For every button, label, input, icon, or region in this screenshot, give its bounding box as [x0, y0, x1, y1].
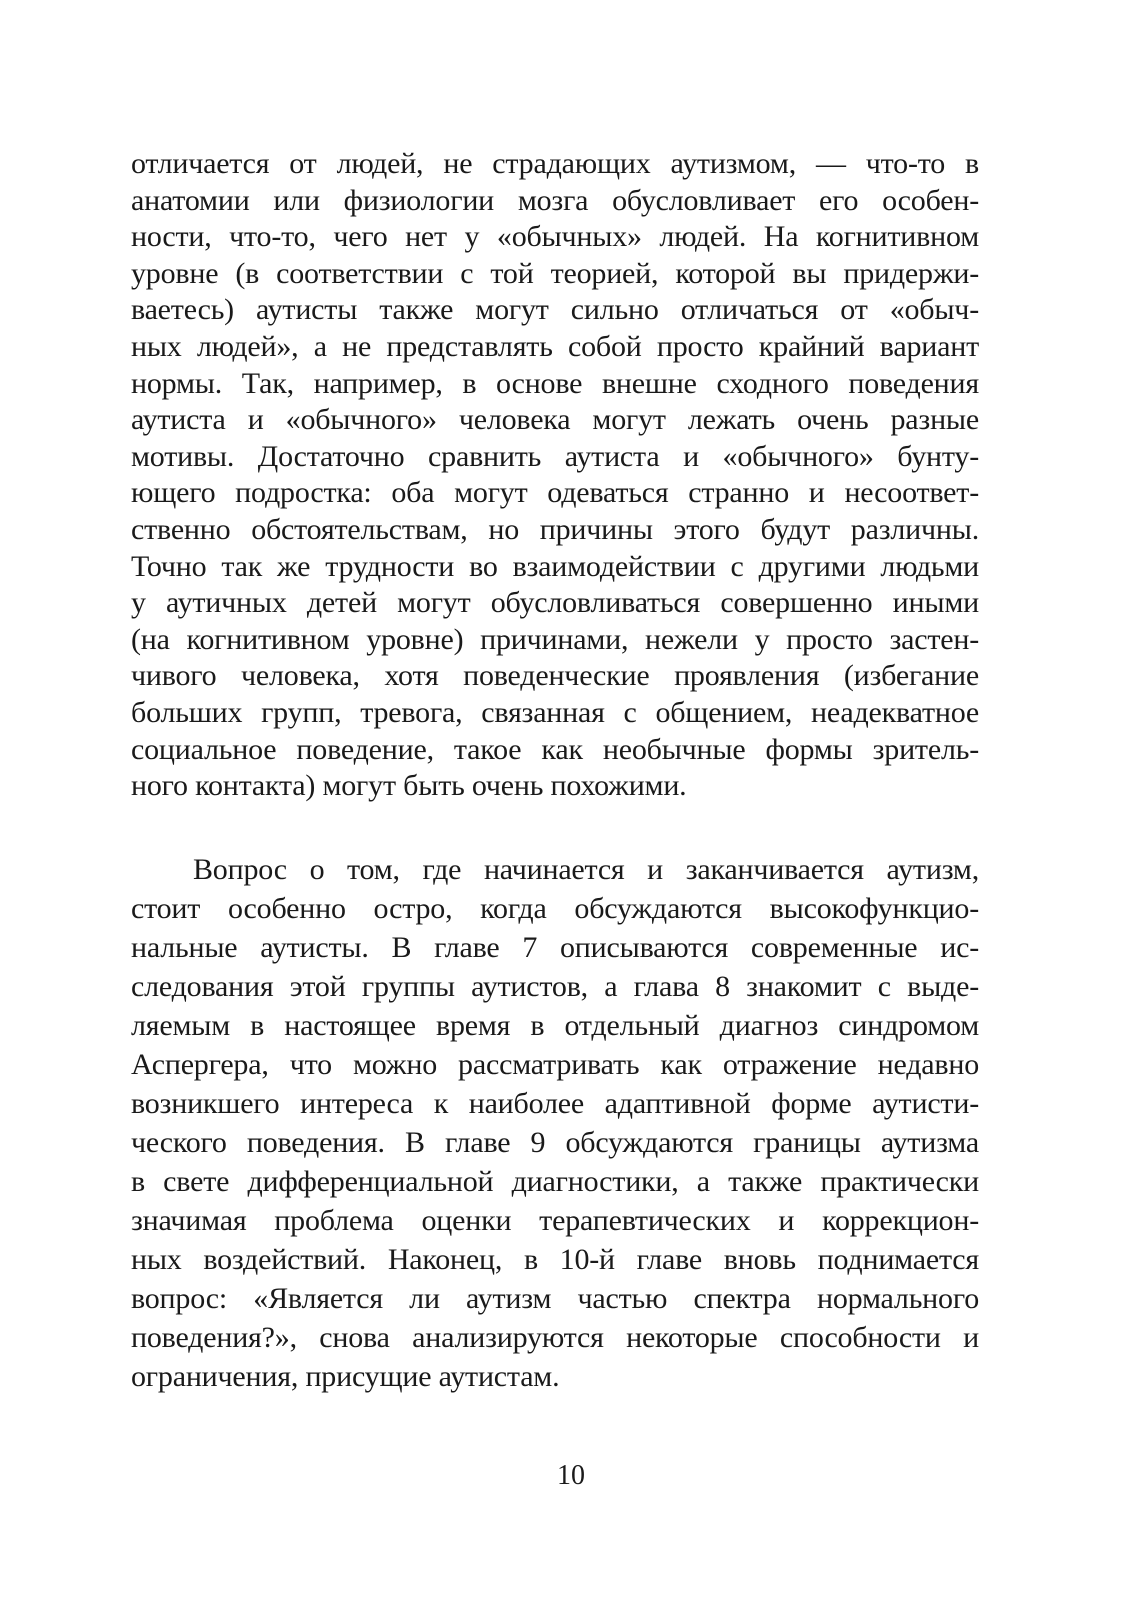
text-line: ваетесь) аутисты также могут сильно отличаться от «обыч-: [131, 293, 979, 327]
text-line: поведения?», снова анализируются некоторые способности и: [131, 1321, 979, 1354]
text-line: (на когнитивном уровне) причинами, нежели у просто застен-: [131, 622, 979, 656]
text-line: следования этой группы аутистов, а глава 8 знакомит с выде-: [131, 970, 979, 1003]
text-line: отличается от людей, не страдающих аутизмом, — что-то в: [131, 147, 979, 180]
text-line: ности, что-то, чего нет у «обычных» людей. На когнитивном: [131, 220, 979, 254]
text-line: нальные аутисты. В главе 7 описываются современные ис-: [131, 931, 979, 964]
text-line: стоит особенно остро, когда обсуждаются высокофункцио-: [131, 892, 979, 925]
text-line: Аспергера, что можно рассматривать как отражение недавно: [131, 1048, 979, 1081]
text-line: уровне (в соответствии с той теорией, которой вы придержи-: [131, 256, 979, 290]
text-line: ющего подростка: оба могут одеваться странно и несоответ-: [131, 476, 979, 510]
text-line: ляемым в настоящее время в отдельный диагноз синдромом: [131, 1009, 979, 1042]
text-line: ственно обстоятельствам, но причины этого будут различны.: [131, 512, 979, 546]
text-line: ческого поведения. В главе 9 обсуждаются границы аутизма: [131, 1126, 979, 1159]
text-line: в свете дифференциальной диагностики, а также практически: [131, 1165, 979, 1198]
text-line: вопрос: «Является ли аутизм частью спектра нормального: [131, 1282, 979, 1315]
text-line: Точно так же трудности во взаимодействии с другими людьми: [131, 549, 979, 583]
text-line: ных воздействий. Наконец, в 10-й главе вновь поднимается: [131, 1243, 979, 1276]
text-line: анатомии или физиологии мозга обусловливает его особен-: [131, 183, 979, 217]
paragraph-1: [131, 146, 979, 805]
text-line: больших групп, тревога, связанная с общением, неадекватное: [131, 695, 979, 729]
text-line: мотивы. Достаточно сравнить аутиста и «обычного» бунту-: [131, 439, 979, 473]
text-line: аутиста и «обычного» человека могут лежать очень разные: [131, 403, 979, 437]
text-line: Вопрос о том, где начинается и заканчивается аутизм,: [193, 853, 979, 886]
text-line: нормы. Так, например, в основе внешне сходного поведения: [131, 366, 979, 400]
paragraph-2: [131, 850, 979, 1396]
text-line: ного контакта) могут быть очень похожими.: [131, 769, 687, 803]
page-number: 10: [557, 1460, 585, 1491]
text-line: значимая проблема оценки терапевтических и коррекцион-: [131, 1204, 979, 1237]
text-line: чивого человека, хотя поведенческие проявления (избегание: [131, 659, 979, 693]
text-line: ных людей», а не представлять собой просто крайний вариант: [131, 329, 979, 363]
text-line: у аутичных детей могут обусловливаться совершенно иными: [131, 586, 979, 620]
text-line: возникшего интереса к наиболее адаптивной форме аутисти-: [131, 1087, 979, 1120]
text-line: социальное поведение, такое как необычные формы зритель-: [131, 732, 979, 766]
text-line: ограничения, присущие аутистам.: [131, 1360, 560, 1393]
